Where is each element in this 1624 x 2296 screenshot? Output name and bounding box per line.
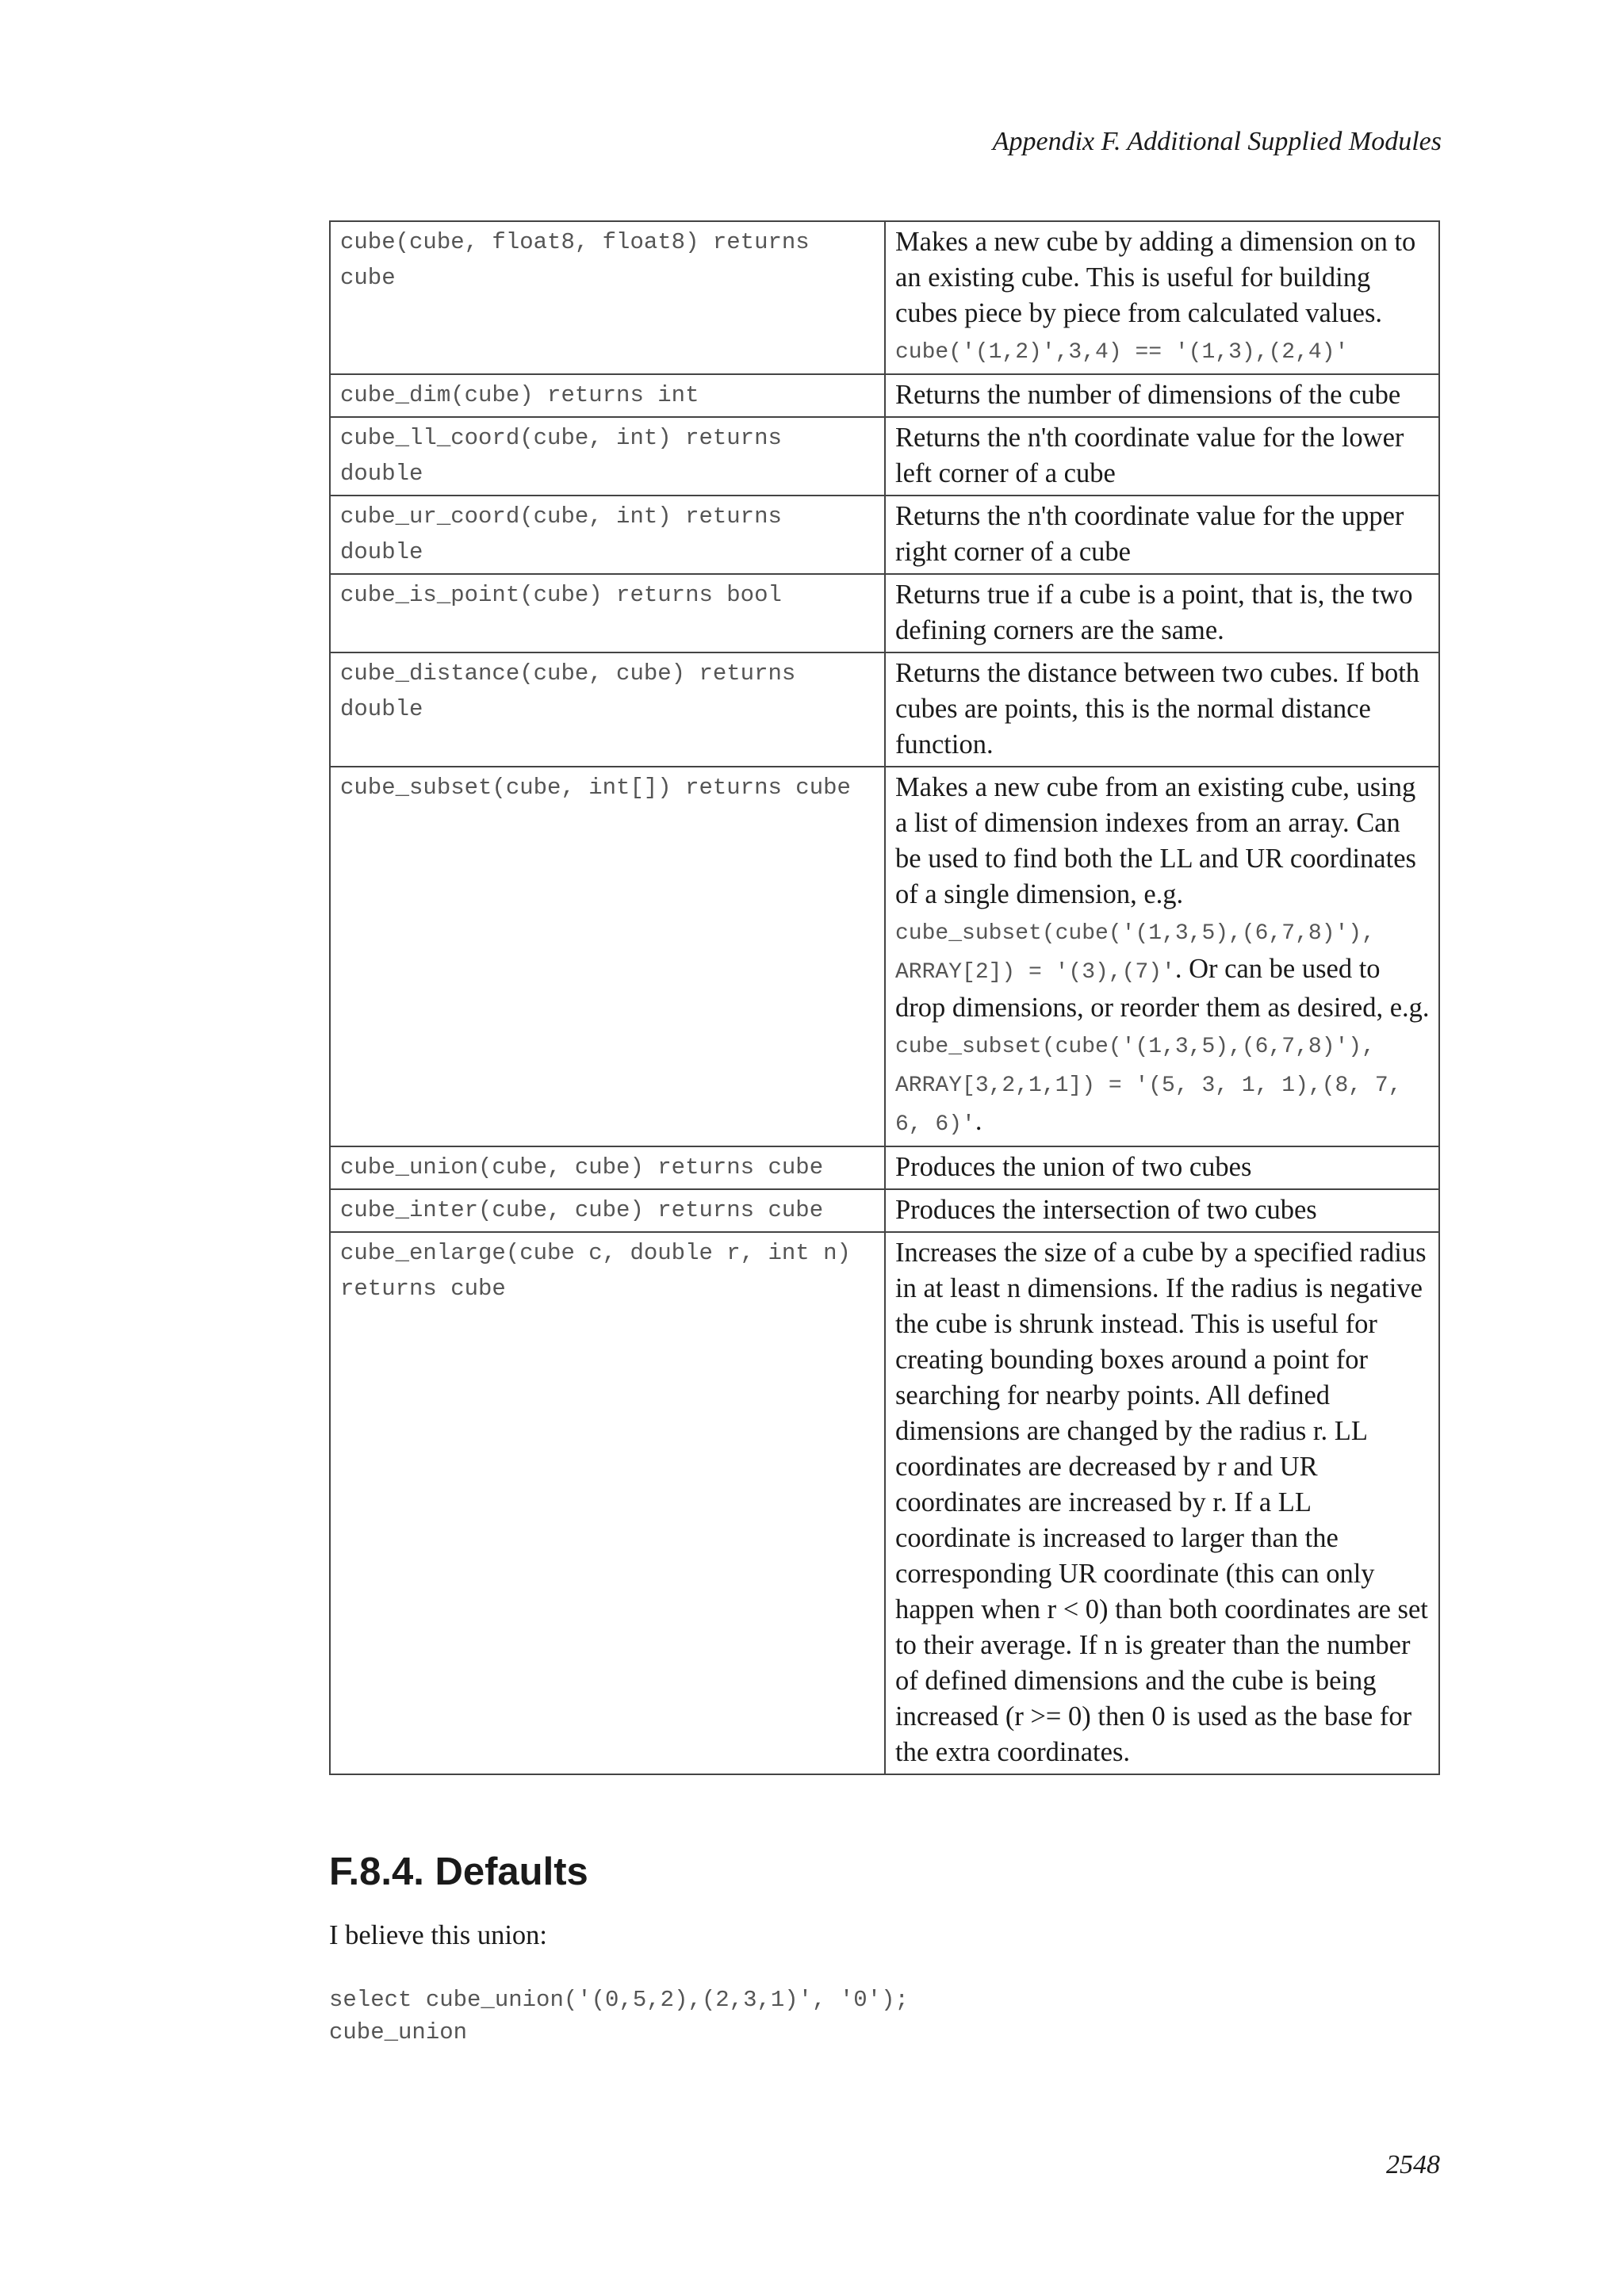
function-signature: cube_is_point(cube) returns bool — [330, 574, 885, 652]
description-text: Produces the union of two cubes — [895, 1152, 1252, 1182]
function-description — [885, 374, 1439, 417]
inline-code: cube_subset(cube('(1,3,5),(6,7,8)'), ARRAY[2]) = '(3),(7)' — [895, 921, 1375, 985]
description-text: Returns the distance between two cubes. If both cubes are points, this is the normal distance function. — [895, 658, 1420, 760]
function-description — [885, 1189, 1439, 1232]
table-row — [330, 574, 1439, 652]
function-description — [885, 1146, 1439, 1189]
table-row — [330, 767, 1439, 1146]
description-text: Returns the n'th coordinate value for the upper right corner of a cube — [895, 501, 1404, 567]
table-row — [330, 1189, 1439, 1232]
description-text: Increases the size of a cube by a specified radius in at least n dimensions. If the radius is negative the cube is shrunk instead. This is useful for creating bounding boxes around a point for searching for nearby points. All defined dimensions are changed by the radius r. LL coordinates are decreased by r and UR coordinates are increased by r. If a LL coordinate is increased to larger than the corresponding UR coordinate (this can only happen when r < 0) than both coordinates are set to their average. If n is greater than the number of defined dimensions and the cube is being increased (r >= 0) then 0 is used as the base for the extra coordinates. — [895, 1238, 1428, 1767]
function-table-body — [330, 221, 1439, 1774]
table-row — [330, 1232, 1439, 1774]
description-text: Returns true if a cube is a point, that is, the two defining corners are the same. — [895, 580, 1413, 645]
page-number: 2548 — [1386, 2150, 1440, 2179]
description-text: Makes a new cube from an existing cube, using a list of dimension indexes from an array. Can be used to find both the LL and UR coordinates of a single dimension, e.g. — [895, 772, 1416, 909]
table-row — [330, 1146, 1439, 1189]
function-signature: cube_enlarge(cube c, double r, int n) returns cube — [330, 1232, 885, 1774]
function-signature: cube_dim(cube) returns int — [330, 374, 885, 417]
running-header: Appendix F. Additional Supplied Modules — [992, 127, 1442, 156]
function-description — [885, 221, 1439, 374]
table-row — [330, 221, 1439, 374]
table-row — [330, 417, 1439, 496]
table-row — [330, 374, 1439, 417]
table-row — [330, 652, 1439, 767]
description-text: Returns the number of dimensions of the cube — [895, 380, 1401, 410]
description-text: Makes a new cube by adding a dimension on to an existing cube. This is useful for building cubes piece by piece from calculated values. — [895, 227, 1416, 328]
section-paragraph: I believe this union: — [329, 1920, 547, 1950]
description-text: . — [975, 1106, 982, 1136]
inline-code: cube('(1,2)',3,4) == '(1,3),(2,4)' — [895, 340, 1349, 365]
description-text: Produces the intersection of two cubes — [895, 1195, 1317, 1225]
function-signature: cube_union(cube, cube) returns cube — [330, 1146, 885, 1189]
function-description — [885, 652, 1439, 767]
function-description — [885, 496, 1439, 574]
code-example: select cube_union('(0,5,2),(2,3,1)', '0'); cube_union — [329, 1987, 909, 2045]
function-description — [885, 767, 1439, 1146]
description-text: Returns the n'th coordinate value for the lower left corner of a cube — [895, 423, 1404, 488]
function-signature: cube_subset(cube, int[]) returns cube — [330, 767, 885, 1146]
function-table — [329, 220, 1440, 1775]
section-heading: F.8.4. Defaults — [329, 1850, 588, 1893]
function-signature: cube(cube, float8, float8) returns cube — [330, 221, 885, 374]
function-signature: cube_ur_coord(cube, int) returns double — [330, 496, 885, 574]
function-description — [885, 574, 1439, 652]
function-description — [885, 417, 1439, 496]
description-text: . Or can be used to drop dimensions, or reorder them as desired, e.g. — [895, 954, 1430, 1023]
function-signature: cube_inter(cube, cube) returns cube — [330, 1189, 885, 1232]
inline-code: cube_subset(cube('(1,3,5),(6,7,8)'), ARRAY[3,2,1,1]) = '(5, 3, 1, 1),(8, 7, 6, 6)' — [895, 1035, 1402, 1137]
function-description — [885, 1232, 1439, 1774]
table-row — [330, 496, 1439, 574]
function-signature: cube_ll_coord(cube, int) returns double — [330, 417, 885, 496]
function-signature: cube_distance(cube, cube) returns double — [330, 652, 885, 767]
